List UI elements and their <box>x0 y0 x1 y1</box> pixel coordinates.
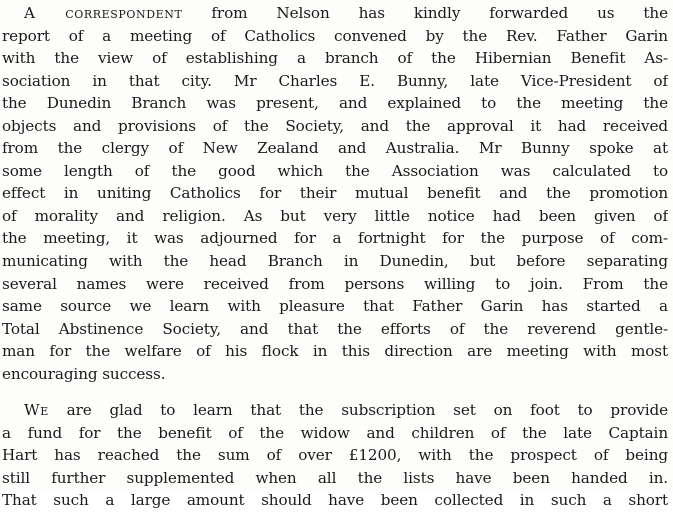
article-line: objects and provisions of the Society, and the approval it had received <box>2 116 668 135</box>
article-line: a fund for the benefit of the widow and children of the late Captain <box>2 423 668 442</box>
article-line: some length of the good which the Association was calculated to <box>2 161 668 180</box>
article-line: Total Abstinence Society, and that the efforts of the reverend gentle- <box>2 319 668 338</box>
article-line: same source we learn with pleasure that Father Garin has started a <box>2 297 668 316</box>
article-line: from the clergy of New Zealand and Australia. Mr Bunny spoke at <box>2 139 668 158</box>
article-line: the Dunedin Branch was present, and explained to the meeting the <box>2 94 668 113</box>
article-line: encouraging success. <box>2 364 166 383</box>
article-line: man for the welfare of his flock in this direction are meeting with most <box>2 342 668 361</box>
article-line: the meeting, it was adjourned for a fortnight for the purpose of com- <box>2 229 668 248</box>
lead-word: We <box>24 401 49 420</box>
article-line <box>2 2 668 25</box>
article-line: sociation in that city. Mr Charles E. Bunny, late Vice-President of <box>2 71 668 90</box>
article-line: with the view of establishing a branch of the Hibernian Benefit As- <box>2 49 668 68</box>
paragraph-correspondent <box>2 2 668 385</box>
paragraph-gap <box>2 385 668 399</box>
paragraph-subscription <box>2 399 668 512</box>
article-line: of morality and religion. As but very little notice had been given of <box>2 206 668 225</box>
lead-word: A correspondent <box>24 4 183 22</box>
line-text: are glad to learn that the subscription set on foot to provide <box>48 401 668 420</box>
article-line: That such a large amount should have been collected in such a short <box>2 491 668 510</box>
article-line: report of a meeting of Catholics convened by the Rev. Father Garin <box>2 26 668 45</box>
line-text: from Nelson has kindly forwarded us the <box>182 4 668 22</box>
article-line <box>2 399 668 422</box>
article-line: effect in uniting Catholics for their mutual benefit and the promotion <box>2 184 668 203</box>
article-line: several names were received from persons willing to join. From the <box>2 274 668 293</box>
article-line: municating with the head Branch in Dunedin, but before separating <box>2 252 668 271</box>
article-column <box>2 2 668 512</box>
article-line: still further supplemented when all the lists have been handed in. <box>2 468 668 487</box>
article-line: Hart has reached the sum of over £1200, with the prospect of being <box>2 446 668 465</box>
